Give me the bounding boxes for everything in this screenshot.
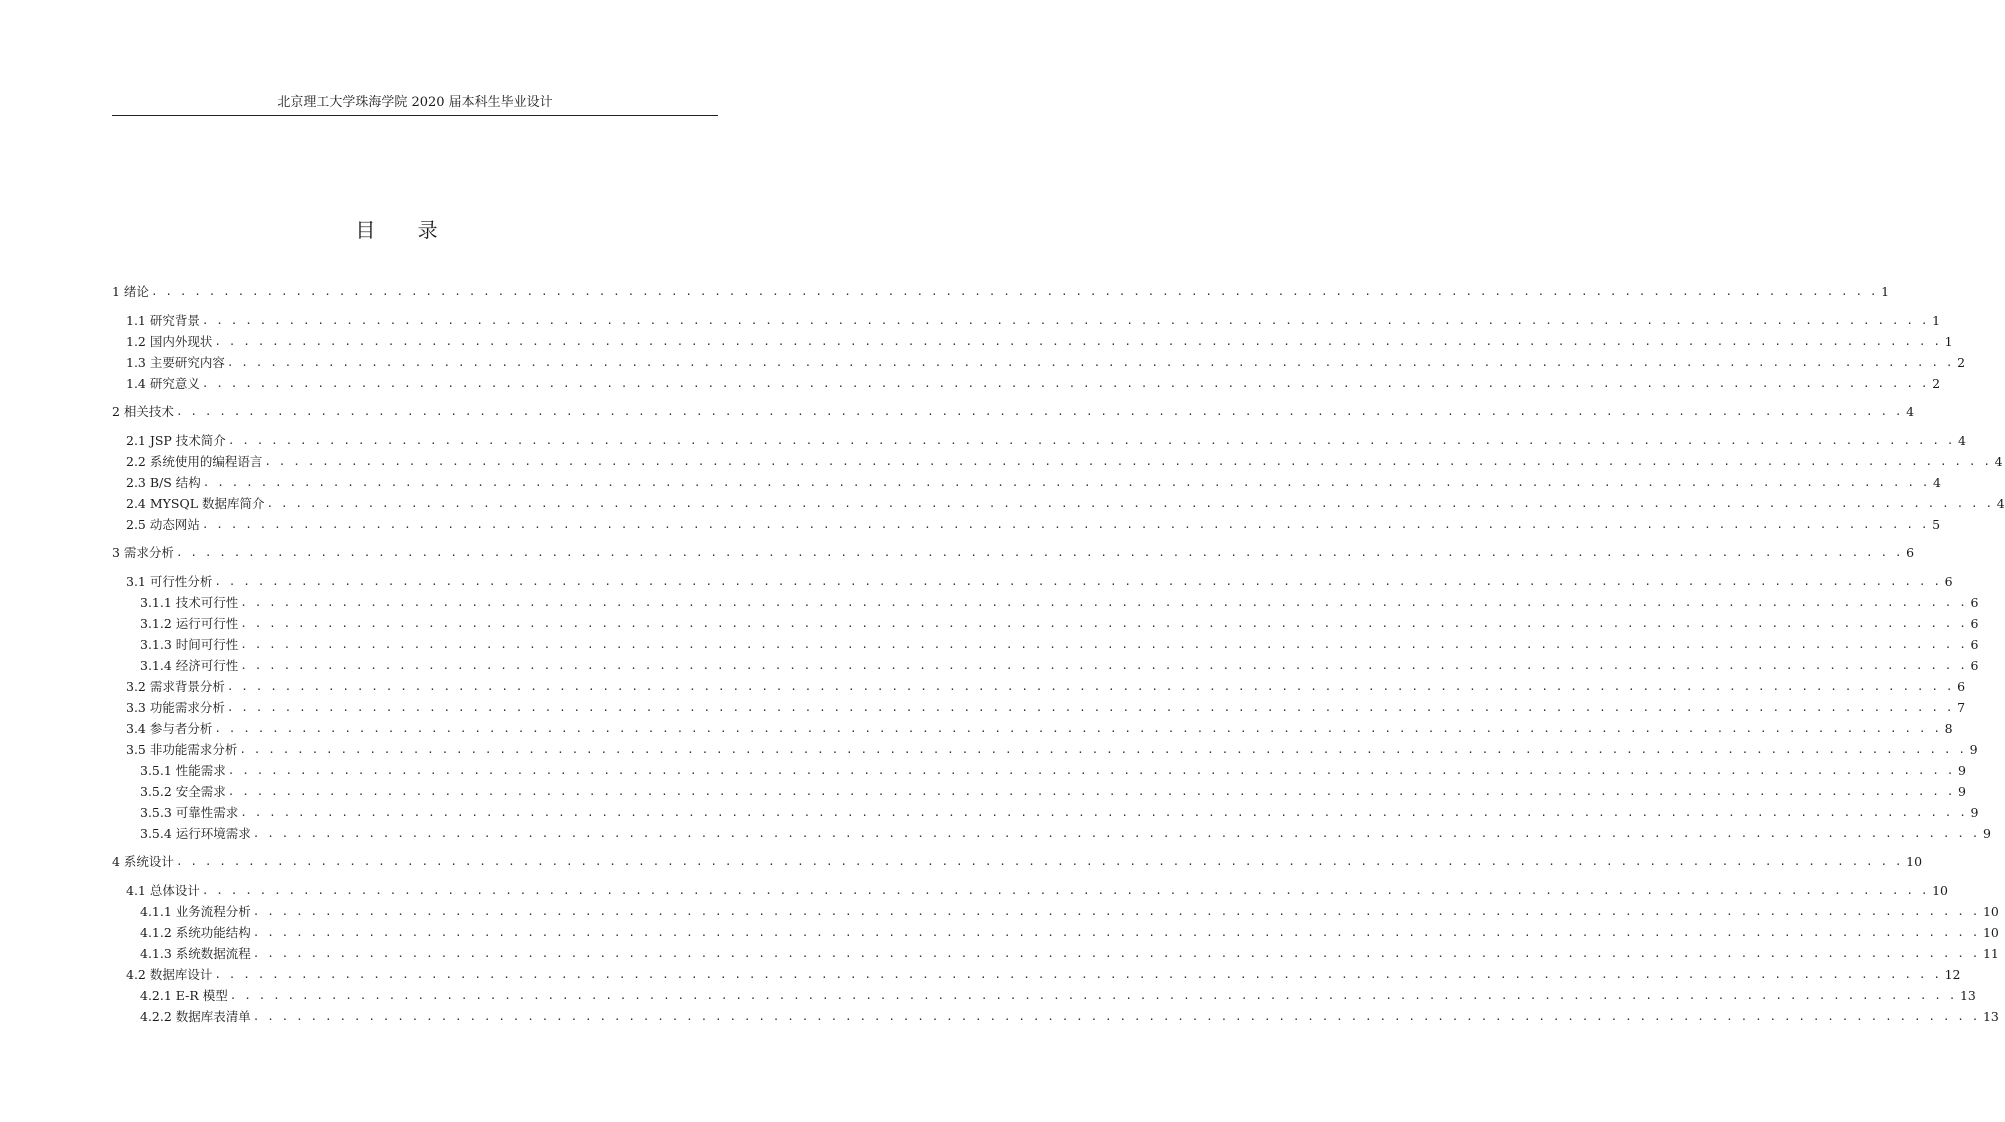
toc-entry-page-number: 10 — [1932, 883, 1948, 898]
dot-leader: . . . . . . . . . . . . . . . . . . . . . . . . . . . . . . . . . . . . . . . . . . . . . . . . . . . . . . . . . . . . . . . . . . . . . . . . . . . . . . . . . . . . . . . . . . . . . . . . . . . . . . . . . . . . . . . . . . . . . . . . — [175, 855, 1903, 868]
toc-entry[interactable] — [140, 987, 1976, 1005]
toc-entry[interactable] — [112, 403, 1915, 421]
toc-entry-page-number: 6 — [1957, 679, 1966, 694]
toc-entry-label: 1.3 主要研究内容 — [126, 355, 225, 370]
toc-entry-label: 1.2 国内外现状 — [126, 334, 213, 349]
toc-entry-label: 2.2 系统使用的编程语言 — [126, 454, 263, 469]
dot-leader: . . . . . . . . . . . . . . . . . . . . . . . . . . . . . . . . . . . . . . . . . . . . . . . . . . . . . . . . . . . . . . . . . . . . . . . . . . . . . . . . . . . . . . . . . . . . . . . . . . . . . . . . . . . . . . . . . . . . . . . . — [229, 989, 1956, 1002]
dot-leader: . . . . . . . . . . . . . . . . . . . . . . . . . . . . . . . . . . . . . . . . . . . . . . . . . . . . . . . . . . . . . . . . . . . . . . . . . . . . . . . . . . . . . . . . . . . . . . . . . . . . . . . . . . . . . . . . . . . . . . . . — [226, 701, 1954, 714]
dot-leader: . . . . . . . . . . . . . . . . . . . . . . . . . . . . . . . . . . . . . . . . . . . . . . . . . . . . . . . . . . . . . . . . . . . . . . . . . . . . . . . . . . . . . . . . . . . . . . . . . . . . . . . . . . . . . . . . . . . . . . . . — [266, 497, 1993, 510]
dot-leader: . . . . . . . . . . . . . . . . . . . . . . . . . . . . . . . . . . . . . . . . . . . . . . . . . . . . . . . . . . . . . . . . . . . . . . . . . . . . . . . . . . . . . . . . . . . . . . . . . . . . . . . . . . . . . . . . . . . . . . . . — [252, 827, 1979, 840]
dot-leader: . . . . . . . . . . . . . . . . . . . . . . . . . . . . . . . . . . . . . . . . . . . . . . . . . . . . . . . . . . . . . . . . . . . . . . . . . . . . . . . . . . . . . . . . . . . . . . . . . . . . . . . . . . . . . . . . . . . . . . . . — [239, 743, 1966, 756]
toc-entry-label: 4 系统设计 — [112, 854, 174, 869]
dot-leader: . . . . . . . . . . . . . . . . . . . . . . . . . . . . . . . . . . . . . . . . . . . . . . . . . . . . . . . . . . . . . . . . . . . . . . . . . . . . . . . . . . . . . . . . . . . . . . . . . . . . . . . . . . . . . . . . . . . . . . . . — [227, 764, 1954, 777]
toc-entry-page-number: 6 — [1944, 574, 1953, 589]
toc-entry-page-number: 4 — [1958, 433, 1966, 448]
toc-entry[interactable] — [140, 1008, 1999, 1026]
toc-entry-page-number: 9 — [1957, 763, 1966, 778]
toc-entry[interactable] — [112, 853, 1923, 871]
toc-entry-label: 3.1.1 技术可行性 — [140, 595, 239, 610]
toc-entry-page-number: 13 — [1959, 988, 1976, 1003]
page-header: 北京理工大学珠海学院 2020 届本科生毕业设计 — [277, 95, 553, 110]
dot-leader: . . . . . . . . . . . . . . . . . . . . . . . . . . . . . . . . . . . . . . . . . . . . . . . . . . . . . . . . . . . . . . . . . . . . . . . . . . . . . . . . . . . . . . . . . . . . . . . . . . . . . . . . . . . . . . . . . . . . . . . . — [201, 377, 1929, 390]
dot-leader: . . . . . . . . . . . . . . . . . . . . . . . . . . . . . . . . . . . . . . . . . . . . . . . . . . . . . . . . . . . . . . . . . . . . . . . . . . . . . . . . . . . . . . . . . . . . . . . . . . . . . . . . . . . . . . . . . . . . . . . . — [264, 455, 1991, 468]
toc-entry-page-number: 13 — [1982, 1009, 1999, 1024]
toc-entry[interactable] — [126, 495, 2005, 513]
toc-entry[interactable] — [126, 354, 1966, 372]
toc-entry-page-number: 1 — [1881, 284, 1890, 299]
toc-entry-label: 2 相关技术 — [112, 404, 174, 419]
toc-entry-page-number: 12 — [1944, 967, 1961, 982]
toc-entry-page-number: 9 — [1982, 826, 1991, 841]
dot-leader: . . . . . . . . . . . . . . . . . . . . . . . . . . . . . . . . . . . . . . . . . . . . . . . . . . . . . . . . . . . . . . . . . . . . . . . . . . . . . . . . . . . . . . . . . . . . . . . . . . . . . . . . . . . . . . . . . . . . . . . . — [214, 722, 1941, 735]
toc-entry[interactable] — [126, 474, 1941, 492]
toc-entry-label: 3.5.2 安全需求 — [140, 784, 226, 799]
toc-entry[interactable] — [140, 924, 1999, 942]
toc-entry[interactable] — [126, 699, 1966, 717]
toc-entry-page-number: 10 — [1982, 925, 1999, 940]
dot-leader: . . . . . . . . . . . . . . . . . . . . . . . . . . . . . . . . . . . . . . . . . . . . . . . . . . . . . . . . . . . . . . . . . . . . . . . . . . . . . . . . . . . . . . . . . . . . . . . . . . . . . . . . . . . . . . . . . . . . . . . . — [201, 314, 1929, 327]
toc-entry[interactable] — [126, 720, 1953, 738]
dot-leader: . . . . . . . . . . . . . . . . . . . . . . . . . . . . . . . . . . . . . . . . . . . . . . . . . . . . . . . . . . . . . . . . . . . . . . . . . . . . . . . . . . . . . . . . . . . . . . . . . . . . . . . . . . . . . . . . . . . . . . . . — [226, 680, 1954, 693]
toc-entry[interactable] — [126, 678, 1966, 696]
dot-leader: . . . . . . . . . . . . . . . . . . . . . . . . . . . . . . . . . . . . . . . . . . . . . . . . . . . . . . . . . . . . . . . . . . . . . . . . . . . . . . . . . . . . . . . . . . . . . . . . . . . . . . . . . . . . . . . . . . . . . . . . — [175, 546, 1903, 559]
toc-entry-label: 2.3 B/S 结构 — [126, 475, 201, 490]
toc-entry-label: 4.1.3 系统数据流程 — [140, 946, 251, 961]
toc-entry-page-number: 5 — [1932, 517, 1941, 532]
dot-leader: . . . . . . . . . . . . . . . . . . . . . . . . . . . . . . . . . . . . . . . . . . . . . . . . . . . . . . . . . . . . . . . . . . . . . . . . . . . . . . . . . . . . . . . . . . . . . . . . . . . . . . . . . . . . . . . . . . . . . . . . — [150, 285, 1878, 298]
toc-entry-page-number: 6 — [1970, 637, 1979, 652]
dot-leader: . . . . . . . . . . . . . . . . . . . . . . . . . . . . . . . . . . . . . . . . . . . . . . . . . . . . . . . . . . . . . . . . . . . . . . . . . . . . . . . . . . . . . . . . . . . . . . . . . . . . . . . . . . . . . . . . . . . . . . . . — [214, 968, 1941, 981]
toc-entry-page-number: 4 — [1933, 475, 1941, 490]
dot-leader: . . . . . . . . . . . . . . . . . . . . . . . . . . . . . . . . . . . . . . . . . . . . . . . . . . . . . . . . . . . . . . . . . . . . . . . . . . . . . . . . . . . . . . . . . . . . . . . . . . . . . . . . . . . . . . . . . . . . . . . . — [201, 518, 1929, 531]
toc-entry-page-number: 8 — [1944, 721, 1953, 736]
toc-entry-page-number: 10 — [1906, 854, 1923, 869]
toc-entry[interactable] — [126, 432, 1966, 450]
dot-leader: . . . . . . . . . . . . . . . . . . . . . . . . . . . . . . . . . . . . . . . . . . . . . . . . . . . . . . . . . . . . . . . . . . . . . . . . . . . . . . . . . . . . . . . . . . . . . . . . . . . . . . . . . . . . . . . . . . . . . . . . — [240, 638, 1967, 651]
toc-entry-label: 2.1 JSP 技术简介 — [126, 433, 226, 448]
toc-entry-page-number: 9 — [1957, 784, 1966, 799]
toc-entry[interactable] — [112, 544, 1915, 562]
toc-entry[interactable] — [140, 903, 1999, 921]
toc-entry[interactable] — [140, 657, 1979, 675]
toc-entry-label: 3 需求分析 — [112, 545, 174, 560]
toc-entry[interactable] — [126, 453, 2003, 471]
dot-leader: . . . . . . . . . . . . . . . . . . . . . . . . . . . . . . . . . . . . . . . . . . . . . . . . . . . . . . . . . . . . . . . . . . . . . . . . . . . . . . . . . . . . . . . . . . . . . . . . . . . . . . . . . . . . . . . . . . . . . . . . — [202, 476, 1929, 489]
toc-entry-label: 3.5.4 运行环境需求 — [140, 826, 251, 841]
toc-entry-label: 3.3 功能需求分析 — [126, 700, 225, 715]
toc-entry-page-number: 1 — [1932, 313, 1941, 328]
toc-entry[interactable] — [140, 762, 1966, 780]
dot-leader: . . . . . . . . . . . . . . . . . . . . . . . . . . . . . . . . . . . . . . . . . . . . . . . . . . . . . . . . . . . . . . . . . . . . . . . . . . . . . . . . . . . . . . . . . . . . . . . . . . . . . . . . . . . . . . . . . . . . . . . . — [252, 947, 1979, 960]
toc-entry-label: 4.2 数据库设计 — [126, 967, 213, 982]
toc-entry[interactable] — [126, 333, 1953, 351]
toc-entry-label: 1.4 研究意义 — [126, 376, 200, 391]
toc-entry-label: 4.1 总体设计 — [126, 883, 200, 898]
toc-entry-page-number: 1 — [1944, 334, 1953, 349]
toc-entry-label: 3.1.3 时间可行性 — [140, 637, 239, 652]
dot-leader: . . . . . . . . . . . . . . . . . . . . . . . . . . . . . . . . . . . . . . . . . . . . . . . . . . . . . . . . . . . . . . . . . . . . . . . . . . . . . . . . . . . . . . . . . . . . . . . . . . . . . . . . . . . . . . . . . . . . . . . . — [240, 806, 1967, 819]
toc-entry-page-number: 9 — [1970, 805, 1979, 820]
toc-entry-label: 1 绪论 — [112, 284, 149, 299]
toc-entry-label: 3.5.3 可靠性需求 — [140, 805, 239, 820]
toc-entry-page-number: 6 — [1970, 595, 1979, 610]
toc-entry-label: 4.2.1 E-R 模型 — [140, 988, 228, 1003]
toc-title: 目 录 — [355, 218, 456, 242]
toc-entry-label: 3.1 可行性分析 — [126, 574, 213, 589]
dot-leader: . . . . . . . . . . . . . . . . . . . . . . . . . . . . . . . . . . . . . . . . . . . . . . . . . . . . . . . . . . . . . . . . . . . . . . . . . . . . . . . . . . . . . . . . . . . . . . . . . . . . . . . . . . . . . . . . . . . . . . . . — [227, 785, 1954, 798]
toc-entry-page-number: 9 — [1969, 742, 1978, 757]
toc-entry-label: 3.1.4 经济可行性 — [140, 658, 239, 673]
toc-entry[interactable] — [126, 573, 1953, 591]
toc-entry-page-number: 11 — [1982, 946, 1999, 961]
dot-leader: . . . . . . . . . . . . . . . . . . . . . . . . . . . . . . . . . . . . . . . . . . . . . . . . . . . . . . . . . . . . . . . . . . . . . . . . . . . . . . . . . . . . . . . . . . . . . . . . . . . . . . . . . . . . . . . . . . . . . . . . — [175, 405, 1903, 418]
toc-entry-page-number: 6 — [1906, 545, 1915, 560]
toc-entry[interactable] — [126, 375, 1941, 393]
dot-leader: . . . . . . . . . . . . . . . . . . . . . . . . . . . . . . . . . . . . . . . . . . . . . . . . . . . . . . . . . . . . . . . . . . . . . . . . . . . . . . . . . . . . . . . . . . . . . . . . . . . . . . . . . . . . . . . . . . . . . . . . — [252, 905, 1979, 918]
toc-entry-page-number: 4 — [1906, 404, 1915, 419]
dot-leader: . . . . . . . . . . . . . . . . . . . . . . . . . . . . . . . . . . . . . . . . . . . . . . . . . . . . . . . . . . . . . . . . . . . . . . . . . . . . . . . . . . . . . . . . . . . . . . . . . . . . . . . . . . . . . . . . . . . . . . . . — [252, 1010, 1979, 1023]
toc-entry-label: 4.1.2 系统功能结构 — [140, 925, 251, 940]
toc-entry-label: 3.4 参与者分析 — [126, 721, 213, 736]
toc-entry[interactable] — [140, 825, 1991, 843]
dot-leader: . . . . . . . . . . . . . . . . . . . . . . . . . . . . . . . . . . . . . . . . . . . . . . . . . . . . . . . . . . . . . . . . . . . . . . . . . . . . . . . . . . . . . . . . . . . . . . . . . . . . . . . . . . . . . . . . . . . . . . . . — [201, 884, 1929, 897]
toc-entry-label: 2.5 动态网站 — [126, 517, 200, 532]
toc-entry[interactable] — [140, 615, 1979, 633]
toc-entry-page-number: 4 — [1994, 454, 2003, 469]
header-rule — [112, 115, 718, 116]
dot-leader: . . . . . . . . . . . . . . . . . . . . . . . . . . . . . . . . . . . . . . . . . . . . . . . . . . . . . . . . . . . . . . . . . . . . . . . . . . . . . . . . . . . . . . . . . . . . . . . . . . . . . . . . . . . . . . . . . . . . . . . . — [214, 335, 1941, 348]
toc-entry[interactable] — [126, 882, 1948, 900]
toc-entry[interactable] — [126, 312, 1941, 330]
toc-entry[interactable] — [112, 283, 1890, 301]
toc-entry-label: 3.1.2 运行可行性 — [140, 616, 239, 631]
toc-entry-label: 3.5 非功能需求分析 — [126, 742, 238, 757]
toc-entry-page-number: 6 — [1970, 616, 1979, 631]
toc-entry-label: 3.5.1 性能需求 — [140, 763, 226, 778]
toc-entry-page-number: 10 — [1982, 904, 1999, 919]
toc-entry[interactable] — [140, 636, 1979, 654]
toc-entry[interactable] — [126, 741, 1978, 759]
toc-entry-page-number: 7 — [1957, 700, 1966, 715]
toc-entry[interactable] — [126, 966, 1961, 984]
dot-leader: . . . . . . . . . . . . . . . . . . . . . . . . . . . . . . . . . . . . . . . . . . . . . . . . . . . . . . . . . . . . . . . . . . . . . . . . . . . . . . . . . . . . . . . . . . . . . . . . . . . . . . . . . . . . . . . . . . . . . . . . — [240, 617, 1967, 630]
toc-entry[interactable] — [140, 945, 1999, 963]
dot-leader: . . . . . . . . . . . . . . . . . . . . . . . . . . . . . . . . . . . . . . . . . . . . . . . . . . . . . . . . . . . . . . . . . . . . . . . . . . . . . . . . . . . . . . . . . . . . . . . . . . . . . . . . . . . . . . . . . . . . . . . . — [240, 659, 1967, 672]
toc-entry-label: 2.4 MYSQL 数据库简介 — [126, 496, 265, 511]
dot-leader: . . . . . . . . . . . . . . . . . . . . . . . . . . . . . . . . . . . . . . . . . . . . . . . . . . . . . . . . . . . . . . . . . . . . . . . . . . . . . . . . . . . . . . . . . . . . . . . . . . . . . . . . . . . . . . . . . . . . . . . . — [226, 356, 1954, 369]
toc-entry[interactable] — [140, 594, 1979, 612]
dot-leader: . . . . . . . . . . . . . . . . . . . . . . . . . . . . . . . . . . . . . . . . . . . . . . . . . . . . . . . . . . . . . . . . . . . . . . . . . . . . . . . . . . . . . . . . . . . . . . . . . . . . . . . . . . . . . . . . . . . . . . . . — [214, 575, 1941, 588]
dot-leader: . . . . . . . . . . . . . . . . . . . . . . . . . . . . . . . . . . . . . . . . . . . . . . . . . . . . . . . . . . . . . . . . . . . . . . . . . . . . . . . . . . . . . . . . . . . . . . . . . . . . . . . . . . . . . . . . . . . . . . . . — [252, 926, 1979, 939]
dot-leader: . . . . . . . . . . . . . . . . . . . . . . . . . . . . . . . . . . . . . . . . . . . . . . . . . . . . . . . . . . . . . . . . . . . . . . . . . . . . . . . . . . . . . . . . . . . . . . . . . . . . . . . . . . . . . . . . . . . . . . . . — [227, 434, 1955, 447]
toc-entry-page-number: 6 — [1970, 658, 1979, 673]
toc-entry[interactable] — [140, 804, 1979, 822]
toc-entry-label: 1.1 研究背景 — [126, 313, 200, 328]
toc-entry-page-number: 4 — [1996, 496, 2005, 511]
toc-entry-label: 4.1.1 业务流程分析 — [140, 904, 251, 919]
dot-leader: . . . . . . . . . . . . . . . . . . . . . . . . . . . . . . . . . . . . . . . . . . . . . . . . . . . . . . . . . . . . . . . . . . . . . . . . . . . . . . . . . . . . . . . . . . . . . . . . . . . . . . . . . . . . . . . . . . . . . . . . — [240, 596, 1967, 609]
toc-entry-label: 3.2 需求背景分析 — [126, 679, 225, 694]
toc-entry-label: 4.2.2 数据库表清单 — [140, 1009, 251, 1024]
toc-entry[interactable] — [126, 516, 1941, 534]
toc-entry-page-number: 2 — [1932, 376, 1941, 391]
toc-entry-page-number: 2 — [1957, 355, 1966, 370]
toc-entry[interactable] — [140, 783, 1966, 801]
